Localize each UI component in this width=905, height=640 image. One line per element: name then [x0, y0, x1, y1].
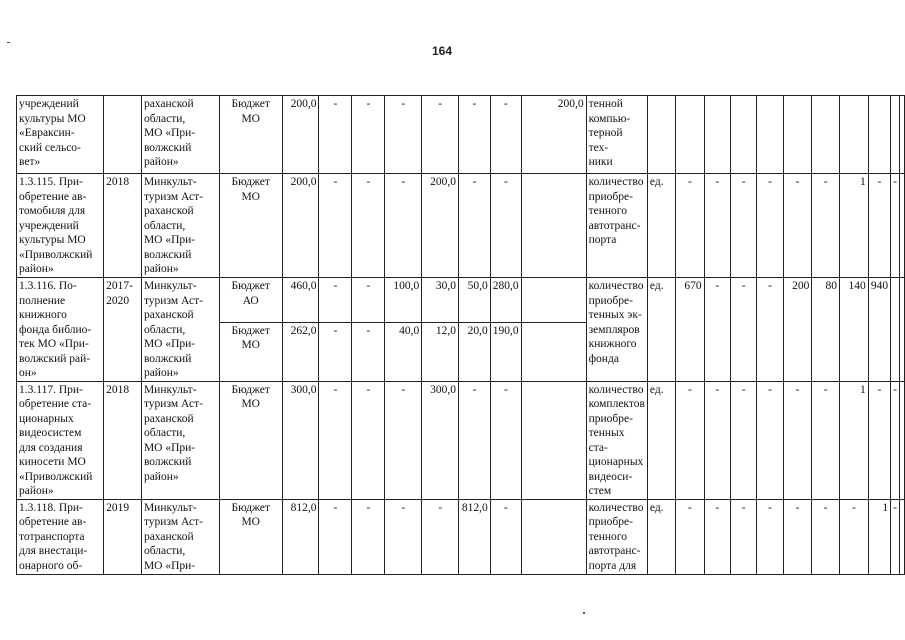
indicator-value-cell: -	[891, 381, 900, 499]
indicator-value-cell: -	[730, 381, 756, 499]
total-cell: 300,0	[282, 381, 319, 499]
year-amount-cell: -	[385, 174, 422, 278]
indicator-value-cell	[730, 96, 756, 174]
indicator-value-cell: -	[783, 381, 812, 499]
year-amount-cell: -	[319, 96, 352, 174]
indicator-value-cell: -	[757, 381, 783, 499]
indicator-value-cell: -	[675, 381, 704, 499]
indicator-value-cell: -	[757, 278, 783, 382]
year-amount-cell	[521, 278, 586, 323]
year-amount-cell: -	[352, 96, 385, 174]
year-amount-cell: -	[319, 381, 352, 499]
indicator-value-cell: 1	[868, 499, 890, 574]
indicator-value-cell	[900, 96, 905, 174]
indicator-cell: количество приобре- тенного автотранс- порта для	[586, 499, 647, 574]
indicator-value-cell: 940	[868, 278, 890, 382]
indicator-value-cell: 140	[840, 278, 869, 382]
indicator-value-cell: 80	[812, 278, 840, 382]
year-amount-cell: 812,0	[459, 499, 491, 574]
year-amount-cell: -	[385, 499, 422, 574]
table-row	[17, 96, 905, 174]
year-cell: 2017- 2020	[104, 278, 142, 382]
indicator-value-cell	[757, 96, 783, 174]
year-amount-cell: 280,0	[490, 278, 521, 323]
indicator-value-cell	[900, 174, 905, 278]
indicator-cell: количество приобре- тенного автотранс- порта	[586, 174, 647, 278]
year-cell	[104, 96, 142, 174]
total-cell: 200,0	[282, 96, 319, 174]
indicator-value-cell: -	[783, 499, 812, 574]
indicator-value-cell	[840, 96, 869, 174]
year-amount-cell: 20,0	[459, 322, 491, 381]
indicator-cell: количество приобре- тенных эк- земпляров книжного фонда	[586, 278, 647, 382]
indicator-value-cell: -	[704, 381, 730, 499]
year-amount-cell	[521, 322, 586, 381]
indicator-value-cell	[891, 278, 900, 382]
funding-source-cell: Бюджет МО	[219, 499, 282, 574]
year-amount-cell: 200,0	[422, 174, 459, 278]
indicator-value-cell: -	[840, 499, 869, 574]
year-amount-cell: 40,0	[385, 322, 422, 381]
indicator-value-cell: -	[783, 174, 812, 278]
year-amount-cell: -	[490, 381, 521, 499]
activity-name-cell: 1.3.115. При- обретение ав- томобиля для учреждений культуры МО «Приволжский район»	[17, 174, 104, 278]
indicator-value-cell: -	[730, 174, 756, 278]
indicator-value-cell: -	[812, 499, 840, 574]
year-amount-cell: 50,0	[459, 278, 491, 323]
indicator-value-cell: -	[812, 381, 840, 499]
executor-cell: Минкульт- туризм Аст- раханской области, МО «При- волжский район»	[141, 278, 219, 382]
year-amount-cell: -	[422, 499, 459, 574]
year-amount-cell: 190,0	[490, 322, 521, 381]
unit-cell: ед.	[647, 381, 675, 499]
total-cell: 200,0	[282, 174, 319, 278]
funding-source-cell: Бюджет АО	[219, 278, 282, 323]
activity-name-cell: учреждений культуры МО «Евраксин- ский сельсо- вет»	[17, 96, 104, 174]
table-row	[17, 381, 905, 499]
year-amount-cell: -	[352, 278, 385, 323]
year-amount-cell: -	[490, 499, 521, 574]
activity-name-cell: 1.3.116. По- полнение книжного фонда библио- тек МО «При- волжский рай- он»	[17, 278, 104, 382]
funding-source-cell: Бюджет МО	[219, 381, 282, 499]
year-amount-cell: -	[490, 96, 521, 174]
total-cell: 262,0	[282, 322, 319, 381]
year-amount-cell: -	[352, 499, 385, 574]
indicator-cell: тенной компью- терной тех- ники	[586, 96, 647, 174]
program-table	[16, 95, 905, 575]
year-amount-cell: 12,0	[422, 322, 459, 381]
year-amount-cell: -	[352, 174, 385, 278]
funding-source-cell: Бюджет МО	[219, 96, 282, 174]
table-row	[17, 278, 905, 323]
year-amount-cell: 200,0	[521, 96, 586, 174]
indicator-value-cell: -	[757, 174, 783, 278]
indicator-value-cell: 670	[675, 278, 704, 382]
unit-cell: ед.	[647, 499, 675, 574]
funding-source-cell: Бюджет МО	[219, 322, 282, 381]
indicator-value-cell: -	[757, 499, 783, 574]
executor-cell: раханской области, МО «При- волжский район»	[141, 96, 219, 174]
indicator-value-cell: -	[812, 174, 840, 278]
indicator-value-cell: -	[891, 499, 900, 574]
year-amount-cell: -	[352, 381, 385, 499]
indicator-value-cell: -	[730, 278, 756, 382]
year-amount-cell: -	[490, 174, 521, 278]
year-amount-cell: -	[385, 381, 422, 499]
year-amount-cell: -	[319, 499, 352, 574]
indicator-value-cell	[675, 96, 704, 174]
year-amount-cell	[521, 174, 586, 278]
indicator-value-cell	[900, 381, 905, 499]
unit-cell	[647, 96, 675, 174]
year-amount-cell: -	[319, 322, 352, 381]
indicator-value-cell	[900, 278, 905, 382]
table-row	[17, 174, 905, 278]
year-amount-cell: -	[459, 96, 491, 174]
indicator-cell: количество комплектов приобре- тенных ста- ционарных видеоси- стем	[586, 381, 647, 499]
indicator-value-cell	[812, 96, 840, 174]
activity-name-cell: 1.3.118. При- обретение ав- тотранспорта для внестаци- онарного об-	[17, 499, 104, 574]
indicator-value-cell: -	[704, 174, 730, 278]
year-amount-cell: -	[319, 278, 352, 323]
activity-name-cell: 1.3.117. При- обретение ста- ционарных видеосистем для создания киносети МО «Приволжский район»	[17, 381, 104, 499]
total-cell: 460,0	[282, 278, 319, 323]
year-amount-cell: 100,0	[385, 278, 422, 323]
indicator-value-cell: -	[675, 174, 704, 278]
year-amount-cell: -	[459, 174, 491, 278]
year-cell: 2019	[104, 499, 142, 574]
indicator-value-cell	[900, 499, 905, 574]
indicator-value-cell: 1	[840, 174, 869, 278]
year-amount-cell: -	[422, 96, 459, 174]
funding-source-cell: Бюджет МО	[219, 174, 282, 278]
total-cell: 812,0	[282, 499, 319, 574]
scan-mark	[7, 42, 10, 43]
indicator-value-cell: -	[868, 174, 890, 278]
year-amount-cell	[521, 499, 586, 574]
year-cell: 2018	[104, 381, 142, 499]
indicator-value-cell	[704, 96, 730, 174]
indicator-value-cell: -	[704, 278, 730, 382]
indicator-value-cell: -	[891, 174, 900, 278]
year-amount-cell: 300,0	[422, 381, 459, 499]
year-cell: 2018	[104, 174, 142, 278]
year-amount-cell: -	[319, 174, 352, 278]
year-amount-cell: -	[385, 96, 422, 174]
indicator-value-cell: -	[704, 499, 730, 574]
scan-mark	[583, 612, 585, 614]
executor-cell: Минкульт- туризм Аст- раханской области, МО «При-	[141, 499, 219, 574]
year-amount-cell: -	[459, 381, 491, 499]
indicator-value-cell: 1	[840, 381, 869, 499]
indicator-value-cell	[868, 96, 890, 174]
indicator-value-cell: -	[675, 499, 704, 574]
executor-cell: Минкульт- туризм Аст- раханской области, МО «При- волжский район»	[141, 381, 219, 499]
year-amount-cell: 30,0	[422, 278, 459, 323]
unit-cell: ед.	[647, 278, 675, 382]
page-number: 164	[432, 44, 453, 58]
indicator-value-cell: -	[730, 499, 756, 574]
indicator-value-cell	[891, 96, 900, 174]
executor-cell: Минкульт- туризм Аст- раханской области, МО «При- волжский район»	[141, 174, 219, 278]
year-amount-cell: -	[352, 322, 385, 381]
unit-cell: ед.	[647, 174, 675, 278]
indicator-value-cell	[783, 96, 812, 174]
year-amount-cell	[521, 381, 586, 499]
indicator-value-cell: -	[868, 381, 890, 499]
indicator-value-cell: 200	[783, 278, 812, 382]
table-row	[17, 499, 905, 574]
